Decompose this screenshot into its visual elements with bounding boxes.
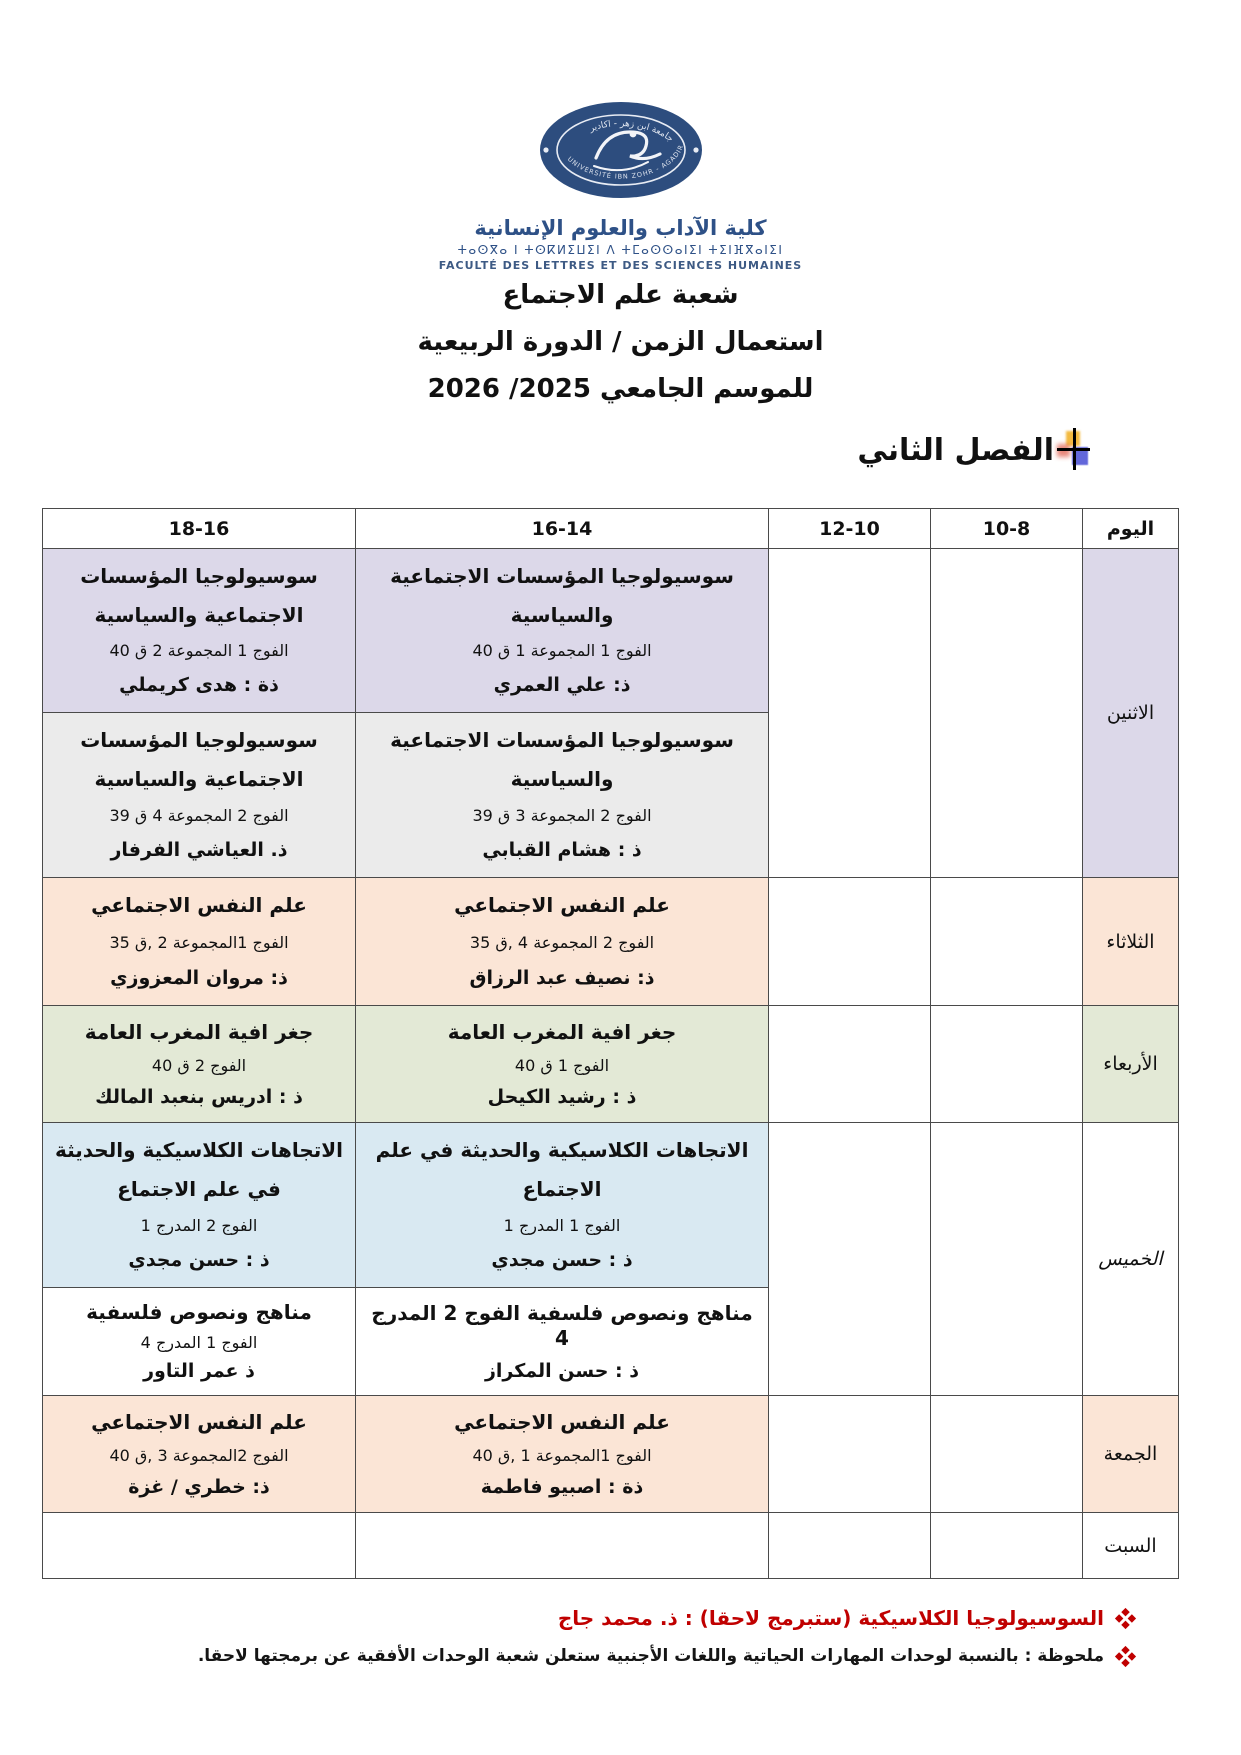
- day-label-wednesday: الأربعاء: [1083, 1006, 1179, 1123]
- course-group: الفوج 1 المجموعة 2 ق 40: [109, 641, 289, 661]
- empty-slot-friday-10-12: [769, 1396, 931, 1513]
- course-title: سوسيولوجيا المؤسسات: [80, 728, 318, 752]
- document-titles: [0, 272, 1241, 413]
- course-teacher: ذ : هشام القبابي: [482, 839, 642, 862]
- course-cell-friday-16-18: [43, 1396, 356, 1513]
- course-title: سوسيولوجيا المؤسسات: [80, 563, 318, 588]
- course-group: الفوج 1 المدرج 4: [140, 1333, 258, 1352]
- course-teacher: ذ عمر التاور: [143, 1360, 255, 1383]
- day-label-monday: الاثنين: [1083, 549, 1179, 878]
- course-cell-thursday-14-16-g1: [356, 1123, 769, 1288]
- course-title: الاتجاهات الكلاسيكية والحديثة: [54, 1138, 344, 1162]
- faculty-name-arabic: كلية الآداب والعلوم الإنسانية: [474, 216, 767, 240]
- department-title: شعبة علم الاجتماع: [502, 280, 739, 310]
- course-cell-thursday-16-18-g2: [43, 1288, 356, 1396]
- course-cell-friday-14-16: [356, 1396, 769, 1513]
- course-cell-thursday-16-18-g1: [43, 1123, 356, 1288]
- course-group: الفوج 1 المدرج 1: [503, 1216, 621, 1235]
- course-teacher: ذة : اصبيو فاطمة: [480, 1475, 644, 1498]
- course-group: الفوج 1 ق 40: [514, 1055, 610, 1075]
- empty-slot-thursday-8-10: [931, 1123, 1083, 1396]
- note-text-black: ملحوظة : بالنسبة لوحدات المهارات الحياتية واللغات الأجنبية ستعلن شعبة الوحدات الأفقية عن برمجتها لاحقا.: [197, 1646, 1104, 1666]
- day-label-tuesday: الثلاثاء: [1083, 878, 1179, 1006]
- course-teacher: ذ : حسن مجدي: [491, 1249, 633, 1272]
- course-teacher: ذ : رشيد الكيحل: [487, 1085, 637, 1108]
- col-header-10-12: 12-10: [769, 509, 931, 549]
- course-teacher: ذ: نصيف عبد الرزاق: [469, 966, 655, 989]
- seal-latin-text: UNIVERSITÉ IBN ZOHR - AGADIR: [565, 143, 685, 181]
- monday-row-1: [43, 549, 1179, 713]
- university-seal-icon: [536, 98, 706, 202]
- course-cell-thursday-14-16-g2: [356, 1288, 769, 1396]
- course-teacher: ذ: علي العمري: [493, 674, 631, 697]
- course-cell-wednesday-16-18: [43, 1006, 356, 1123]
- semester-heading-label: الفصل الثاني: [857, 432, 1054, 468]
- col-header-day: اليوم: [1083, 509, 1179, 549]
- tuesday-row: [43, 878, 1179, 1006]
- faculty-name-tifinagh: ⵜⴰⵙⴳⴰ ⵏ ⵜⵙⴽⵍⵉⵡⵉⵏ ⴷ ⵜⵎⴰⵙⵙⴰⵏⵉⵏ ⵜⵉⵏⴼⴳⴰⵏⵉⵏ: [457, 243, 784, 257]
- course-cell-tuesday-14-16: [356, 878, 769, 1006]
- course-group: الفوج 2 المجموعة 4 ,ق 35: [469, 933, 655, 952]
- course-title-2: والسياسية: [510, 767, 614, 791]
- course-title: جغر افية المغرب العامة: [84, 1019, 314, 1044]
- empty-slot-saturday-8-10: [931, 1513, 1083, 1579]
- university-logo: [0, 98, 1241, 272]
- course-title-2: الاجتماع: [522, 1177, 602, 1201]
- empty-slot-wednesday-8-10: [931, 1006, 1083, 1123]
- empty-slot-friday-8-10: [931, 1396, 1083, 1513]
- course-teacher: ذ : ادريس بنعبد المالك: [95, 1085, 303, 1108]
- course-cell-monday-14-16-g1: [356, 549, 769, 713]
- day-label-friday: الجمعة: [1083, 1396, 1179, 1513]
- course-group: الفوج 1المجموعة 2 ,ق 35: [109, 933, 289, 952]
- seal-arabic-text: جامعة ابن زهر - اكادير: [587, 119, 675, 145]
- course-cell-monday-14-16-g2: [356, 713, 769, 878]
- saturday-row: [43, 1513, 1179, 1579]
- course-teacher: ذة : هدى كريملي: [119, 674, 279, 697]
- course-title: سوسيولوجيا المؤسسات الاجتماعية: [390, 728, 734, 752]
- course-title: علم النفس الاجتماعي: [91, 1409, 307, 1434]
- note-classical-sociology: [198, 1606, 1133, 1630]
- empty-slot-saturday-14-16: [356, 1513, 769, 1579]
- course-title-2: الاجتماعية والسياسية: [94, 767, 304, 791]
- day-label-saturday: السبت: [1083, 1513, 1179, 1579]
- course-title-2: في علم الاجتماع: [117, 1177, 281, 1201]
- course-title: جغر افية المغرب العامة: [447, 1019, 677, 1044]
- col-header-14-16: 16-14: [356, 509, 769, 549]
- diamond-bullet-icon: [1115, 1645, 1136, 1666]
- course-cell-monday-16-18-g1: [43, 549, 356, 713]
- empty-slot-saturday-10-12: [769, 1513, 931, 1579]
- course-group: الفوج 1 المجموعة 1 ق 40: [472, 641, 652, 661]
- empty-slot-thursday-10-12: [769, 1123, 931, 1396]
- note-remark: [198, 1646, 1133, 1666]
- footer-notes: [198, 1606, 1133, 1682]
- course-title: علم النفس الاجتماعي: [454, 893, 670, 918]
- empty-slot-tuesday-8-10: [931, 878, 1083, 1006]
- diamond-bullet-icon: [1115, 1607, 1136, 1628]
- friday-row: [43, 1396, 1179, 1513]
- course-teacher: ذ: مروان المعزوزي: [110, 966, 288, 989]
- course-title: مناهج ونصوص فلسفية: [86, 1300, 312, 1324]
- day-label-thursday: الخميس: [1083, 1123, 1179, 1396]
- course-cell-tuesday-16-18: [43, 878, 356, 1006]
- course-teacher: ذ. العياشي الفرفار: [110, 839, 288, 862]
- semester-heading: [857, 428, 1091, 472]
- course-group: الفوج 2المجموعة 3 ,ق 40: [109, 1445, 289, 1465]
- course-teacher: ذ : حسن المكراز: [484, 1359, 640, 1382]
- col-header-16-18: 18-16: [43, 509, 356, 549]
- empty-slot-tuesday-10-12: [769, 878, 931, 1006]
- course-title-2: الاجتماعية والسياسية: [94, 602, 304, 627]
- academic-year-title: للموسم الجامعي 2025/ 2026: [427, 374, 814, 404]
- col-header-8-10: 10-8: [931, 509, 1083, 549]
- course-teacher: ذ : حسن مجدي: [128, 1249, 270, 1272]
- empty-slot-monday-8-10: [931, 549, 1083, 878]
- course-title: علم النفس الاجتماعي: [454, 1409, 670, 1434]
- course-group: الفوج 2 ق 40: [151, 1055, 247, 1075]
- course-title: علم النفس الاجتماعي: [91, 893, 307, 918]
- empty-slot-monday-10-12: [769, 549, 931, 878]
- course-title-2: والسياسية: [510, 602, 614, 627]
- course-title: مناهج ونصوص فلسفية الفوج 2 المدرج 4: [371, 1300, 753, 1350]
- course-group: الفوج 2 المجموعة 4 ق 39: [109, 806, 289, 825]
- course-group: الفوج 1المجموعة 1 ,ق 40: [472, 1445, 652, 1465]
- course-group: الفوج 2 المجموعة 3 ق 39: [472, 806, 652, 825]
- course-teacher: ذ: خطري / غزة: [128, 1475, 270, 1498]
- note-text-red: السوسيولوجيا الكلاسيكية (ستبرمج لاحقا) : ذ. محمد جاج: [557, 1606, 1104, 1630]
- thursday-row-1: [43, 1123, 1179, 1288]
- colored-plus-icon: [1057, 428, 1091, 472]
- empty-slot-wednesday-10-12: [769, 1006, 931, 1123]
- empty-slot-saturday-16-18: [43, 1513, 356, 1579]
- course-title: الاتجاهات الكلاسيكية والحديثة في علم: [375, 1138, 749, 1162]
- course-cell-wednesday-14-16: [356, 1006, 769, 1123]
- faculty-name-french: FACULTÉ DES LETTRES ET DES SCIENCES HUMAINES: [438, 259, 803, 272]
- course-cell-monday-16-18-g2: [43, 713, 356, 878]
- course-title: سوسيولوجيا المؤسسات الاجتماعية: [390, 563, 734, 588]
- header-row: [43, 509, 1179, 549]
- timetable: [42, 508, 1179, 1579]
- course-group: الفوج 2 المدرج 1: [140, 1216, 258, 1235]
- timetable-title: استعمال الزمن / الدورة الربيعية: [417, 327, 824, 357]
- wednesday-row: [43, 1006, 1179, 1123]
